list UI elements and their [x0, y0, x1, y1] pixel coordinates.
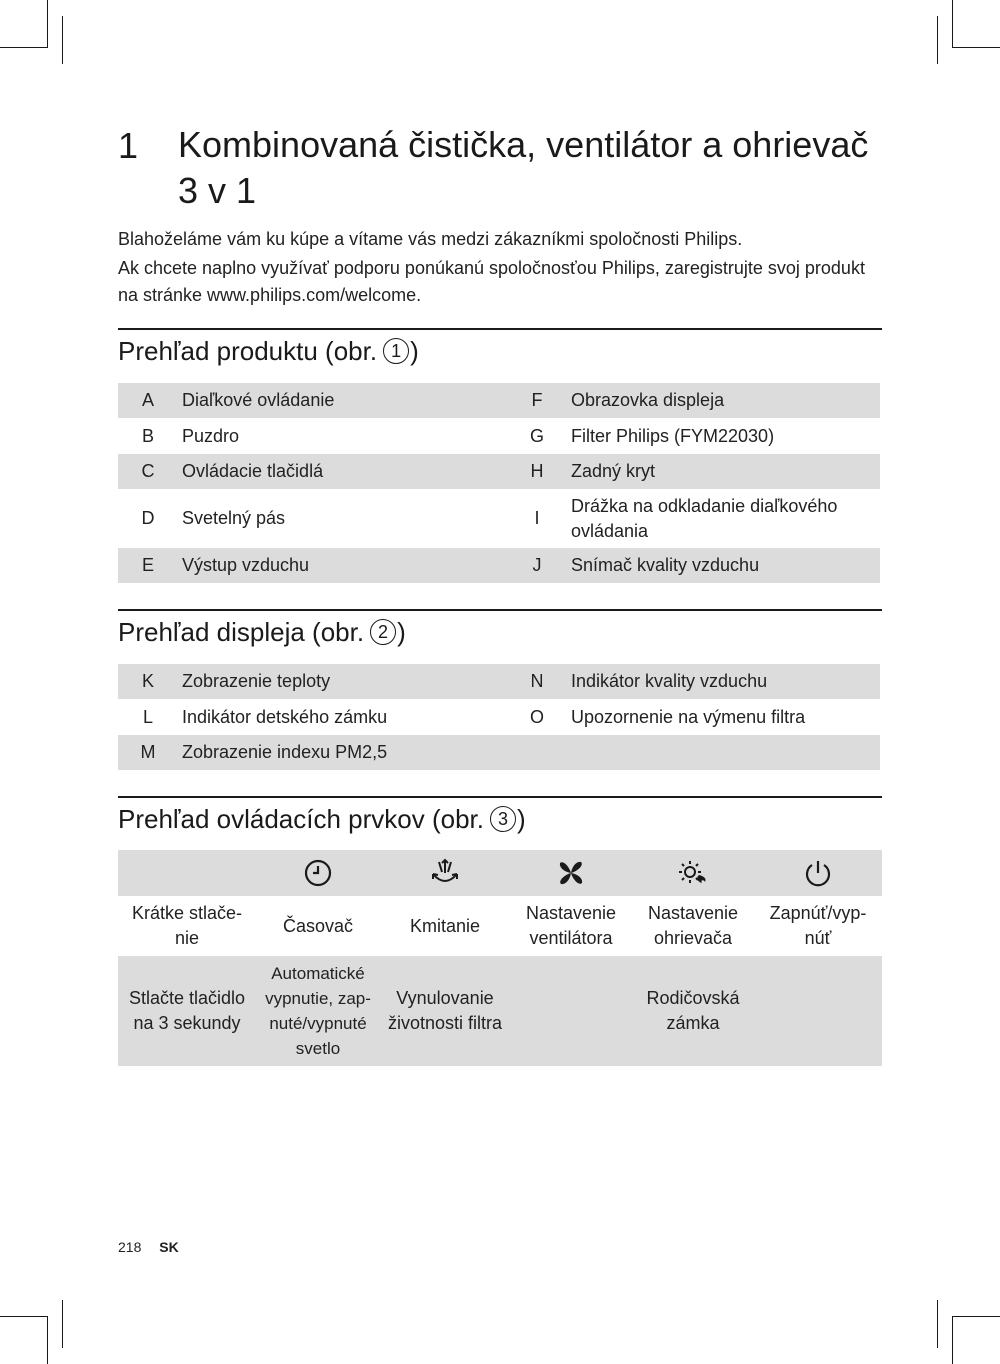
- product-overview-section: [118, 328, 882, 583]
- chapter-number: 1: [118, 125, 139, 166]
- power-short-press: Zapnúť/vyp-núť: [769, 903, 867, 948]
- crop-mark: [952, 47, 1000, 48]
- product-parts-table: [118, 383, 880, 583]
- short-press-label: Krátke stlače-nie: [131, 903, 243, 948]
- chapter-heading: [118, 122, 888, 214]
- heater-icon: [636, 858, 750, 888]
- oscillation-long-press: Vynulovanie životnosti filtra: [380, 956, 510, 1066]
- fan-long-press: [510, 956, 632, 1066]
- intro-text: [118, 226, 882, 311]
- page-number: 218: [118, 1239, 142, 1255]
- power-icon: [758, 858, 878, 888]
- fan-icon: [514, 858, 628, 888]
- table-row: [118, 956, 882, 1066]
- timer-icon: [260, 858, 376, 888]
- heater-short-press: Nastavenie ohrievača: [647, 903, 739, 948]
- timer-long-press: Automatické vypnutie, zap-nuté/vypnuté svetlo: [256, 956, 380, 1066]
- display-overview-section: [118, 609, 882, 770]
- table-row: L Indikátor detského zámku O Upozornenie na výmenu filtra: [142, 706, 806, 727]
- section-divider: [118, 796, 882, 798]
- section-divider: [118, 328, 882, 330]
- crop-mark: [952, 1316, 953, 1364]
- table-row: E Výstup vzduchu J Snímač kvality vzduchu: [118, 548, 880, 583]
- table-row: K Zobrazenie teploty N Indikátor kvality vzduchu: [118, 664, 880, 699]
- oscillation-short-press: Kmitanie: [409, 915, 481, 936]
- fan-short-press: Nastavenie ventilátora: [525, 903, 617, 948]
- language-code: SK: [159, 1239, 179, 1255]
- table-row: B Puzdro G Filter Philips (FYM22030): [141, 425, 775, 446]
- figure-number-badge: 3: [490, 806, 516, 832]
- intro-paragraph-1: Blahoželáme vám ku kúpe a vítame vás medzi zákazníkmi spoločnosti Philips.: [118, 229, 743, 249]
- long-press-label: Stlačte tlačidlo na 3 sekundy: [118, 956, 256, 1066]
- crop-mark: [937, 1300, 938, 1348]
- table-row: C Ovládacie tlačidlá H Zadný kryt: [118, 454, 880, 489]
- power-long-press: [754, 956, 882, 1066]
- crop-mark: [62, 1300, 63, 1348]
- crop-mark: [952, 0, 953, 48]
- timer-short-press: Časovač: [282, 915, 354, 936]
- table-row: A Diaľkové ovládanie F Obrazovka displeja: [118, 383, 880, 418]
- oscillation-icon: [384, 858, 506, 888]
- crop-mark: [952, 1316, 1000, 1317]
- table-row: D Svetelný pás I Drážka na odkladanie diaľkového ovládania: [141, 495, 838, 541]
- table-row: M Zobrazenie indexu PM2,5: [118, 735, 880, 770]
- crop-mark: [937, 16, 938, 64]
- crop-mark: [62, 16, 63, 64]
- product-overview-title: Prehľad produktu (obr. 1 ): [118, 336, 419, 366]
- controls-overview-title: Prehľad ovládacích prvkov (obr. 3 ): [118, 804, 526, 834]
- controls-table: [118, 850, 882, 1066]
- intro-paragraph-2: Ak chcete naplno využívať podporu ponúkanú spoločnosťou Philips, zaregistrujte svoj produkt na stránke www.philips.com/welcome.: [118, 258, 865, 305]
- figure-number-badge: 2: [370, 619, 396, 645]
- display-overview-title: Prehľad displeja (obr. 2 ): [118, 617, 406, 647]
- table-row: [118, 850, 882, 896]
- crop-mark: [0, 47, 48, 48]
- display-parts-table: [118, 664, 880, 770]
- crop-mark: [0, 1316, 48, 1317]
- crop-mark: [47, 1316, 48, 1364]
- section-divider: [118, 609, 882, 611]
- chapter-title: Kombinovaná čistička, ventilátor a ohrievač 3 v 1: [178, 124, 869, 211]
- crop-mark: [47, 0, 48, 48]
- table-row: [118, 896, 882, 956]
- page-footer: [118, 1239, 179, 1255]
- controls-overview-section: [118, 796, 882, 1066]
- heater-long-press: Rodičovská zámka: [632, 956, 754, 1066]
- figure-number-badge: 1: [383, 338, 409, 364]
